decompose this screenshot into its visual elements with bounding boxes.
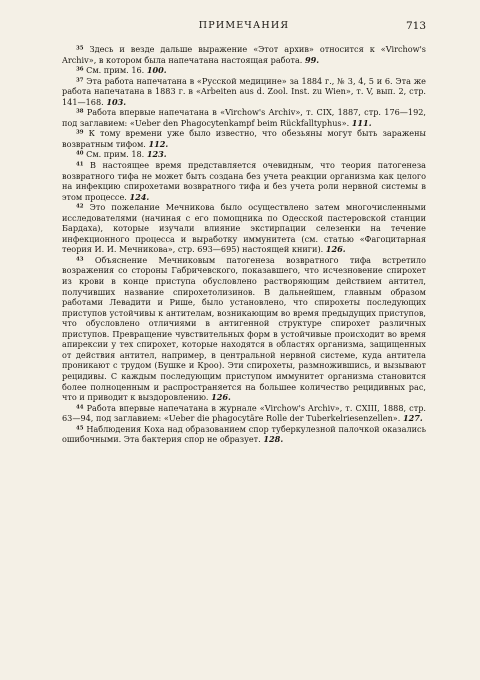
endnote [62,44,426,65]
endnote [62,76,426,108]
endnotes-list [62,44,426,445]
page-reference: 123. [146,149,167,160]
endnote-text: Работа впервые напечатана в «Virchow's Archiv», т. CIX, 1887, стр. 176—192, под заглавием: «Ueber den Phagocytenkampf beim Rückfalltyphus». [62,107,426,128]
endnote-number: 37 [76,77,84,84]
endnote-text: Это пожелание Мечникова было осуществлено затем многочисленными исследователями (начиная с его помощника по Одесской пастеровской станции Бардаха), которые изучали влияние экстирпации селезенки на течение инфекционного процесса и выработку иммунитета (см. статью «Фагоцитарная теория И. И. Мечникова», стр. 693—695) настоящей книги). [62,202,426,255]
endnote-text: Наблюдения Коха над образованием спор туберкулезной палочкой оказались ошибочными. Эта бактерия спор не образует. [62,423,426,445]
endnote-text: Работа впервые напечатана в журнале «Virchow's Archiv», т. CXIII, 1888, стр. 63—94, под заглавием: «Ueber die phagocytäre Rolle der Tuberkelriesenzellen». [62,402,426,424]
endnote [62,107,426,128]
page-reference: 124. [129,191,150,202]
endnote-text: Здесь и везде дальше выражение «Этот архив» относится к «Virchow's Archiv», в котором была напечатана настоящая работа. [62,44,426,65]
endnote [62,255,426,403]
endnote-number: 44 [76,404,84,411]
endnote-number: 35 [76,45,84,52]
page-reference: 99. [304,54,320,65]
endnote-text: См. прим. 16. [86,65,145,76]
running-title: ПРИМЕЧАНИЯ [198,20,290,31]
page-reference: 112. [148,138,169,149]
page-number: 713 [405,20,426,32]
page-reference: 126. [211,392,231,403]
endnote-number: 45 [76,425,84,432]
endnote-text: В настоящее время представляется очевидным, что теория патогенеза возвратного тифа не может быть создана без учета реакции организма как целого на инфекцию спирохетами возвратного тифа и без учета роли нервной системы в этом процессе. [62,160,426,202]
endnote [62,65,426,76]
endnote-text: К тому времени уже было известно, что обезьяны могут быть заражены возвратным тифом. [62,128,426,149]
endnote-number: 36 [76,66,84,73]
page-reference: 128. [263,434,284,445]
endnote-text: Объяснение Мечниковым патогенеза возвратного тифа встретило возражения со стороны Габричевского, показавшего, что исчезновение спирохет из крови в конце приступа обусловлено растворяющим действием антител, получивших название спирохетолизинов. В дальнейшем, главным образом работами Левадити и Рише, было установлено, что спирохеты последующих приступов устойчивы к антителам, возникающим во время предыдущих приступов, что обусловлено отличиями в антигенной структуре спирохет различных приступов. Превращение чувствительных форм в устойчивые происходит во время апирексии у тех спирохет, которые находятся в областях организма, защищенных от действия антител, например, в центральной нервной системе, куда антитела проникают с трудом (Бушке и Кроо). Эти спирохеты, размножившись, и вызывают рецидивы. С каждым последующим приступом иммунитет организма становится более полноценным и распространяется на большее количество рецидивных рас, что и приводит к выздоровлению. [62,254,426,403]
page-reference: 126. [325,244,346,255]
endnote-number: 43 [76,256,84,263]
endnote-text: Эта работа напечатана в «Русской медицине» за 1884 г., № 3, 4, 5 и 6. Эта же работа напечатана в 1883 г. в «Arbeiten aus d. Zool. Inst. zu Wien», т. V, вып. 2, стр. 141—168. [62,75,426,107]
endnote-number: 39 [76,129,84,136]
running-header [62,20,426,36]
endnote-number: 41 [76,161,84,168]
endnote [62,128,426,149]
endnote [62,403,426,424]
endnote-number: 38 [76,108,84,115]
page-reference: 111. [351,117,372,128]
page-reference: 103. [106,96,127,107]
page-reference: 127. [402,413,423,424]
endnote-number: 40 [76,150,84,157]
endnote [62,424,426,445]
endnote-text: См. прим. 18. [86,149,145,160]
endnote [62,202,426,255]
page-reference: 100. [146,65,167,76]
endnote [62,160,426,202]
endnote [62,149,426,160]
endnote-number: 42 [76,203,84,210]
